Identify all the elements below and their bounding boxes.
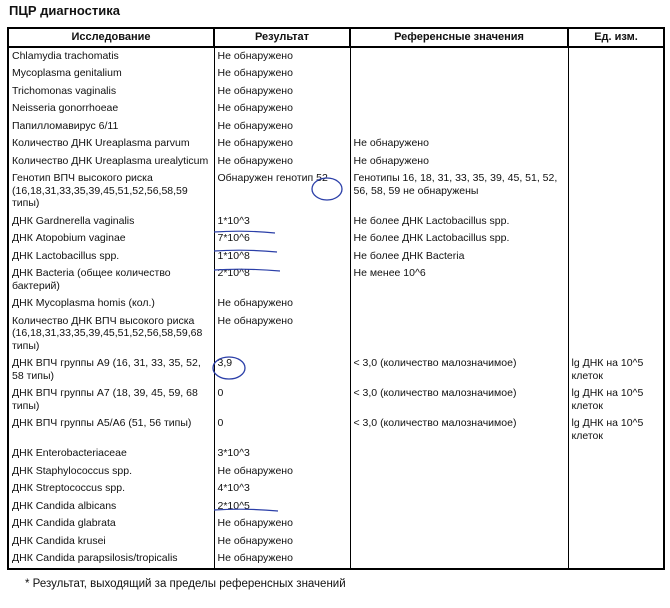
unit-value	[568, 313, 664, 356]
unit-value	[568, 153, 664, 171]
page-title: ПЦР диагностика	[9, 3, 120, 18]
reference-value	[350, 295, 568, 313]
unit-value: lg ДНК на 10^5 клеток	[568, 355, 664, 385]
test-name: Генотип ВПЧ высокого риска (16,18,31,33,35,39,45,51,52,56,58,59 типы)	[8, 170, 214, 213]
unit-value	[568, 230, 664, 248]
test-name: ДНК ВПЧ группы А7 (18, 39, 45, 59, 68 типы)	[8, 385, 214, 415]
reference-value	[350, 313, 568, 356]
test-result: Не обнаружено	[214, 313, 350, 356]
test-result: Не обнаружено	[214, 100, 350, 118]
reference-value	[350, 100, 568, 118]
unit-value	[568, 213, 664, 231]
table-row	[8, 153, 664, 171]
test-name: ДНК Streptococcus spp.	[8, 480, 214, 498]
footnote: * Результат, выходящий за пределы референсных значений	[25, 578, 346, 590]
unit-value	[568, 550, 664, 569]
reference-value: Не обнаружено	[350, 135, 568, 153]
unit-value	[568, 135, 664, 153]
reference-value: < 3,0 (количество малозначимое)	[350, 385, 568, 415]
reference-value: Не обнаружено	[350, 153, 568, 171]
unit-value	[568, 463, 664, 481]
test-result: 4*10^3	[214, 480, 350, 498]
header-reference: Референсные значения	[350, 28, 568, 47]
test-name: Mycoplasma genitalium	[8, 65, 214, 83]
reference-value	[350, 550, 568, 569]
test-name: ДНК Atopobium vaginae	[8, 230, 214, 248]
table-row	[8, 213, 664, 231]
test-result: 0	[214, 415, 350, 445]
table-row	[8, 65, 664, 83]
unit-value	[568, 47, 664, 66]
unit-value: lg ДНК на 10^5 клеток	[568, 415, 664, 445]
table-row	[8, 415, 664, 445]
table-row	[8, 463, 664, 481]
table-row	[8, 230, 664, 248]
header-test: Исследование	[8, 28, 214, 47]
table-row	[8, 533, 664, 551]
header-unit: Ед. изм.	[568, 28, 664, 47]
table-row	[8, 265, 664, 295]
unit-value	[568, 533, 664, 551]
test-result: 2*10^5	[214, 498, 350, 516]
table-row	[8, 313, 664, 356]
reference-value	[350, 515, 568, 533]
table-row	[8, 47, 664, 66]
reference-value: Генотипы 16, 18, 31, 33, 35, 39, 45, 51, 52, 56, 58, 59 не обнаружены	[350, 170, 568, 213]
test-result: Не обнаружено	[214, 463, 350, 481]
test-result: Не обнаружено	[214, 153, 350, 171]
test-name: ДНК Candida glabrata	[8, 515, 214, 533]
header-result: Результат	[214, 28, 350, 47]
test-name: ДНК Candida parapsilosis/tropicalis	[8, 550, 214, 569]
test-name: ДНК Enterobacteriaceae	[8, 445, 214, 463]
reference-value: Не менее 10^6	[350, 265, 568, 295]
table-row	[8, 480, 664, 498]
test-result: Не обнаружено	[214, 515, 350, 533]
reference-value	[350, 463, 568, 481]
table-row	[8, 498, 664, 516]
results-table	[7, 27, 665, 570]
reference-value: Не более ДНК Lactobacillus spp.	[350, 213, 568, 231]
test-name: ДНК Mycoplasma homis (кол.)	[8, 295, 214, 313]
reference-value: Не более ДНК Lactobacillus spp.	[350, 230, 568, 248]
test-result: Не обнаружено	[214, 295, 350, 313]
unit-value	[568, 65, 664, 83]
reference-value: < 3,0 (количество малозначимое)	[350, 415, 568, 445]
test-result: 3*10^3	[214, 445, 350, 463]
table-row	[8, 248, 664, 266]
test-name: Количество ДНК Ureaplasma urealyticum	[8, 153, 214, 171]
unit-value	[568, 83, 664, 101]
table-row	[8, 515, 664, 533]
unit-value	[568, 515, 664, 533]
reference-value: < 3,0 (количество малозначимое)	[350, 355, 568, 385]
reference-value	[350, 498, 568, 516]
table-row	[8, 135, 664, 153]
test-result: Не обнаружено	[214, 118, 350, 136]
test-result: 0	[214, 385, 350, 415]
test-result: Не обнаружено	[214, 83, 350, 101]
table-row	[8, 385, 664, 415]
test-result: 7*10^6	[214, 230, 350, 248]
test-result: Не обнаружено	[214, 135, 350, 153]
table-row	[8, 355, 664, 385]
test-name: ДНК Gardnerella vaginalis	[8, 213, 214, 231]
table-header-row	[8, 28, 664, 47]
reference-value: Не более ДНК Bacteria	[350, 248, 568, 266]
unit-value	[568, 170, 664, 213]
unit-value	[568, 480, 664, 498]
test-result: 1*10^8	[214, 248, 350, 266]
test-name: Количество ДНК ВПЧ высокого риска (16,18,31,33,35,39,45,51,52,56,58,59,68 типы)	[8, 313, 214, 356]
reference-value	[350, 445, 568, 463]
test-name: ДНК Lactobacillus spp.	[8, 248, 214, 266]
test-name: ДНК Candida albicans	[8, 498, 214, 516]
test-name: Количество ДНК Ureaplasma parvum	[8, 135, 214, 153]
test-name: ДНК ВПЧ группы А5/А6 (51, 56 типы)	[8, 415, 214, 445]
unit-value	[568, 248, 664, 266]
test-result: Не обнаружено	[214, 533, 350, 551]
unit-value	[568, 265, 664, 295]
table-row	[8, 445, 664, 463]
table-row	[8, 83, 664, 101]
test-result: Обнаружен генотип 52	[214, 170, 350, 213]
unit-value	[568, 445, 664, 463]
table-row	[8, 295, 664, 313]
unit-value	[568, 100, 664, 118]
table-row	[8, 170, 664, 213]
table-row	[8, 550, 664, 569]
test-name: Папилломавирус 6/11	[8, 118, 214, 136]
test-result: 2*10^8	[214, 265, 350, 295]
unit-value: lg ДНК на 10^5 клеток	[568, 385, 664, 415]
table-row	[8, 118, 664, 136]
test-result: Не обнаружено	[214, 65, 350, 83]
unit-value	[568, 295, 664, 313]
unit-value	[568, 118, 664, 136]
test-result: Не обнаружено	[214, 550, 350, 569]
test-result: 3,9	[214, 355, 350, 385]
table-row	[8, 100, 664, 118]
test-name: Trichomonas vaginalis	[8, 83, 214, 101]
reference-value	[350, 480, 568, 498]
test-name: ДНК Staphylococcus spp.	[8, 463, 214, 481]
test-name: ДНК Candida krusei	[8, 533, 214, 551]
test-name: ДНК ВПЧ группы А9 (16, 31, 33, 35, 52, 58 типы)	[8, 355, 214, 385]
test-name: ДНК Bacteria (общее количество бактерий)	[8, 265, 214, 295]
reference-value	[350, 118, 568, 136]
reference-value	[350, 533, 568, 551]
test-name: Neisseria gonorrhoeae	[8, 100, 214, 118]
test-result: 1*10^3	[214, 213, 350, 231]
reference-value	[350, 83, 568, 101]
unit-value	[568, 498, 664, 516]
reference-value	[350, 47, 568, 66]
test-result: Не обнаружено	[214, 47, 350, 66]
test-name: Chlamydia trachomatis	[8, 47, 214, 66]
reference-value	[350, 65, 568, 83]
